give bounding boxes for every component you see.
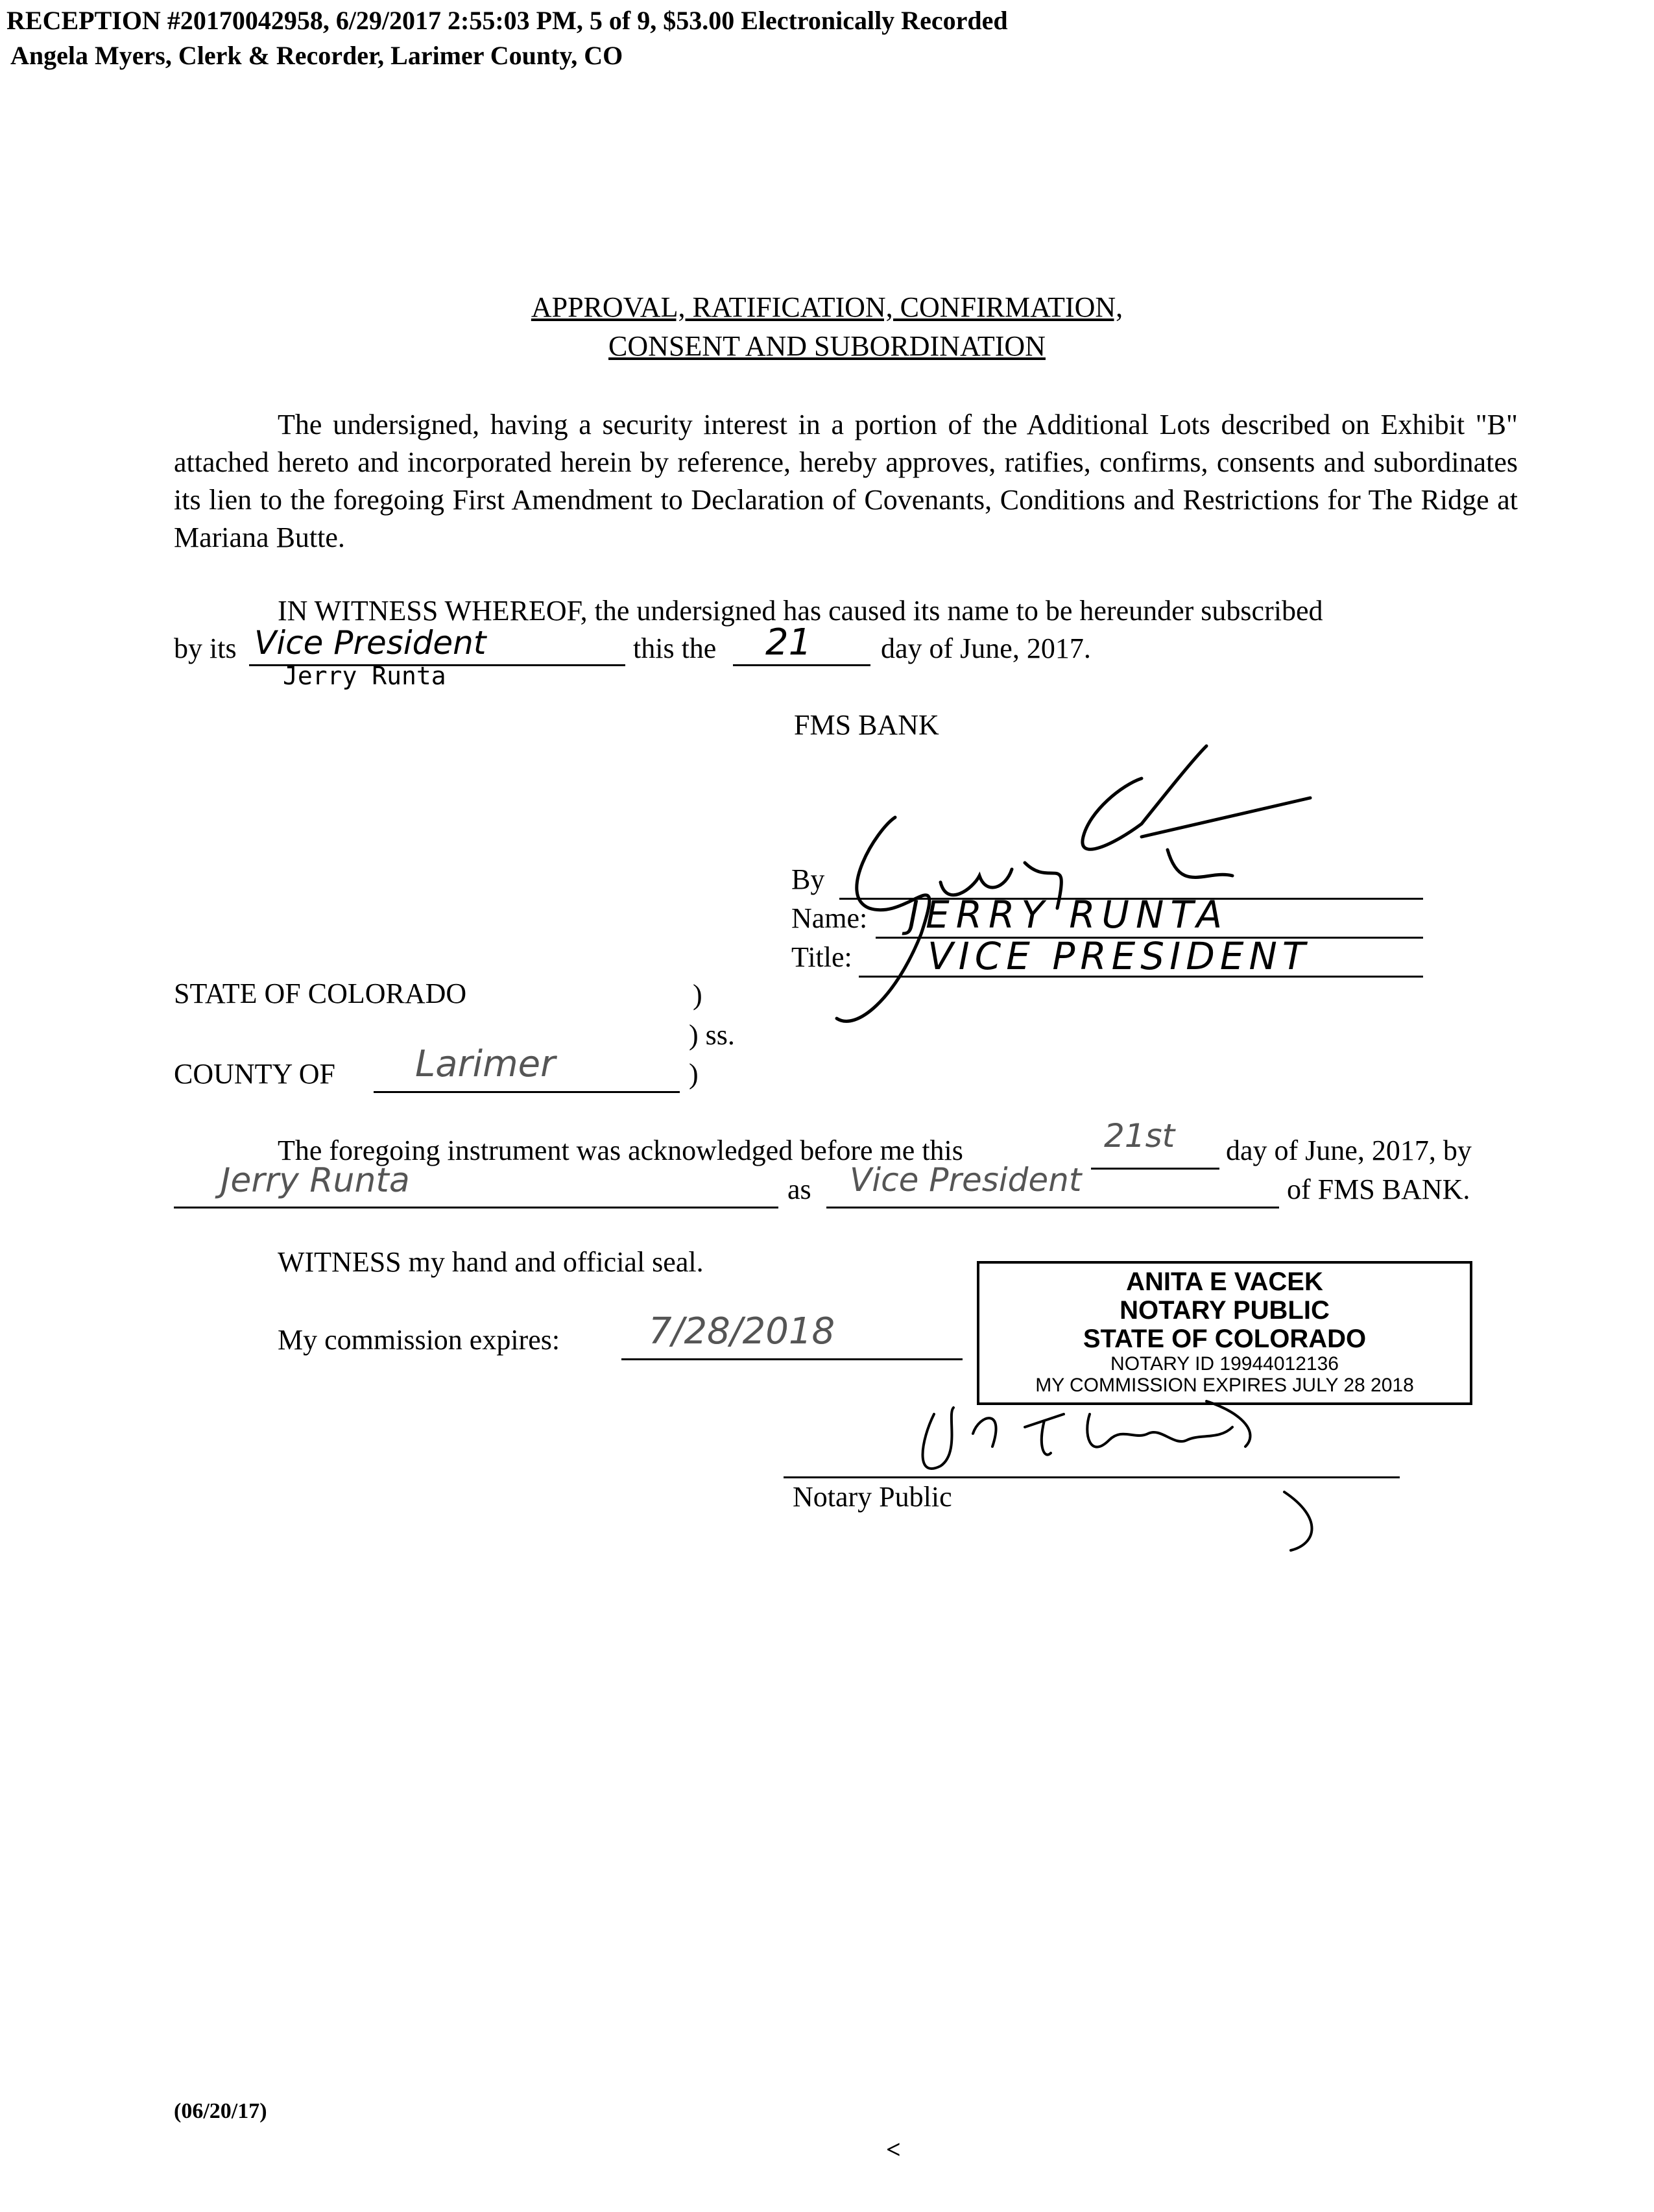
ack-name-handwritten: Jerry Runta xyxy=(221,1161,410,1200)
venue-paren-1: ) xyxy=(693,979,702,1011)
ack-line1-end: day of June, 2017, by xyxy=(1226,1135,1472,1166)
ack-capacity-line xyxy=(826,1207,1279,1208)
county-line xyxy=(374,1091,680,1093)
ack-line1-start: The foregoing instrument was acknowledged before me this xyxy=(278,1135,963,1166)
stamp-notary-name: ANITA E VACEK xyxy=(1126,1268,1323,1296)
bank-name: FMS BANK xyxy=(794,709,939,741)
venue-paren-3: ) xyxy=(689,1058,699,1090)
ack-day-handwritten: 21st xyxy=(1104,1117,1175,1155)
venue-state: STATE OF COLORADO xyxy=(174,978,467,1009)
ack-of-bank: of FMS BANK. xyxy=(1287,1173,1470,1205)
recording-header-line1: RECEPTION #20170042958, 6/29/2017 2:55:03 PM, 5 of 9, $53.00 Electronically Recorded xyxy=(6,6,1008,35)
recording-header-line2: Angela Myers, Clerk & Recorder, Larimer County, CO xyxy=(10,41,623,70)
name-handwritten: JERRY RUNTA xyxy=(908,893,1229,937)
county-handwritten: Larimer xyxy=(415,1043,556,1085)
by-label: By xyxy=(791,863,825,895)
day-of-june-text: day of June, 2017. xyxy=(881,632,1091,664)
ack-day-line xyxy=(1091,1168,1219,1170)
commission-line xyxy=(621,1358,963,1360)
title-label: Title: xyxy=(791,941,852,973)
ack-name-line xyxy=(174,1207,778,1208)
document-title-line1: APPROVAL, RATIFICATION, CONFIRMATION, xyxy=(531,291,1123,323)
witness-hand-seal: WITNESS my hand and official seal. xyxy=(278,1246,704,1278)
stamp-expiration: MY COMMISSION EXPIRES JULY 28 2018 xyxy=(1035,1375,1414,1396)
consent-paragraph: The undersigned, having a security interest in a portion of the Additional Lots described on Exhibit "B" attached hereto and incorporated herein by reference, hereby approves, ratifies, confirms, consents and subordinates its lien to the foregoing First Amendment to Declaration of Covenants, Conditions and Restrictions for The Ridge at Mariana Butte. xyxy=(174,409,1518,553)
ack-as-label: as xyxy=(787,1173,811,1205)
this-the-label: this the xyxy=(633,632,717,664)
name-label: Name: xyxy=(791,902,868,934)
signer-typed-name: Jerry Runta xyxy=(283,662,446,690)
ack-capacity-handwritten: Vice President xyxy=(850,1161,1082,1199)
county-label: COUNTY OF xyxy=(174,1058,335,1090)
footer-date: (06/20/17) xyxy=(174,2099,267,2123)
footer-page-mark: < xyxy=(886,2135,901,2164)
signer-title-handwritten: Vice President xyxy=(254,624,486,662)
commission-label: My commission expires: xyxy=(278,1324,560,1356)
title-handwritten: VICE PRESIDENT xyxy=(928,934,1311,978)
document-title-line2: CONSENT AND SUBORDINATION xyxy=(608,330,1046,362)
venue-ss: ) ss. xyxy=(689,1019,735,1051)
day-line xyxy=(733,664,870,666)
stamp-notary-public: NOTARY PUBLIC xyxy=(1120,1296,1330,1325)
stamp-state: STATE OF COLORADO xyxy=(1083,1325,1367,1353)
stamp-notary-id: NOTARY ID 19944012136 xyxy=(1110,1353,1339,1375)
witness-day-handwritten: 21 xyxy=(765,621,812,664)
notary-signature-scribble xyxy=(895,1388,1349,1557)
commission-handwritten: 7/28/2018 xyxy=(649,1310,835,1352)
by-its-label: by its xyxy=(174,632,237,664)
notary-stamp xyxy=(977,1261,1472,1405)
notary-signature-line xyxy=(784,1476,1400,1478)
notary-public-label: Notary Public xyxy=(793,1481,952,1513)
witness-clause-line1: IN WITNESS WHEREOF, the undersigned has caused its name to be hereunder subscribed xyxy=(278,595,1323,627)
